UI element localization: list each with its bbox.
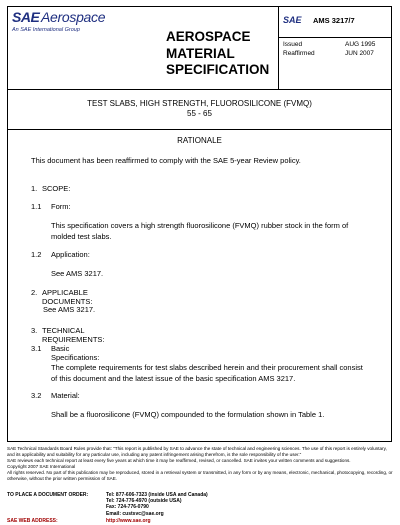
footer-rights-text: All rights reserved. No part of this publication may be reproduced, stored in a retrieval system or transmitted, in any form or by any means, electronic, mechanical, photocopying, recording, or otherwise, without the prior written permission of SAE. [7, 470, 393, 481]
spec-header [8, 7, 391, 90]
issued-row [279, 41, 392, 50]
rationale-heading: RATIONALE [177, 136, 222, 145]
sae-aerospace-logo [8, 7, 138, 89]
logo-sae-text: SAE [12, 9, 40, 25]
logo-subtitle: An SAE International Group [12, 27, 80, 33]
reaffirmed-label: Reaffirmed [283, 50, 315, 57]
web-address-link[interactable]: http://www.sae.org [106, 518, 151, 524]
section-label: Basic Specifications: [51, 344, 100, 362]
legal-footer [7, 446, 393, 524]
spec-title-cell [138, 7, 278, 89]
document-title [8, 89, 391, 130]
section-number: 1.1 [31, 202, 42, 211]
doc-number: AMS 3217/7 [313, 16, 355, 25]
section-number: 1.2 [31, 250, 42, 259]
section-label: Form: [51, 202, 71, 211]
document-title-line1: TEST SLABS, HIGH STRENGTH, FLUOROSILICONE (FVMQ) [87, 99, 312, 108]
spec-title: AEROSPACE MATERIAL SPECIFICATION [166, 29, 270, 77]
doc-info-cell [278, 7, 392, 89]
document-title-line2: 55 - 65 [187, 109, 212, 118]
logo-aerospace-text: Aerospace [41, 9, 106, 25]
reaffirmed-value: JUN 2007 [345, 50, 374, 57]
section-3-2-text: Shall be a fluorosilicone (FVMQ) compounded to the formulation shown in Table 1. [51, 410, 325, 419]
order-fax: Fax: 724-776-0790 [106, 504, 149, 511]
doc-number-row [279, 7, 392, 38]
issued-label: Issued [283, 41, 303, 48]
footer-review-text: SAE reviews each technical report at least every five years at which time it may be reaffirmed, revised, or cancelled. SAE invites your written comments and suggestions. [7, 458, 351, 463]
rationale-text: This document has been reaffirmed to comply with the SAE 5-year Review policy. [31, 156, 301, 165]
doc-dates [279, 41, 392, 59]
footer-rules-text: SAE Technical Standards Board Rules provide that: "This report is published by SAE to advance the state of technical and engineering sciences. The use of this report is entirely voluntary, and its applicability and suitability for any particular use, including any patent infringement arising therefrom, is the sole responsibility of the user." [7, 446, 387, 457]
section-number: 3. [31, 326, 38, 335]
order-tel-intl: Tel: 724-776-4970 (outside USA) [106, 498, 182, 505]
section-label: SCOPE: [42, 184, 71, 193]
section-number: 3.1 [31, 344, 42, 353]
section-1-1-text: This specification covers a high strength fluorosilicone (FVMQ) rubber stock in the form of molded test slabs. [51, 221, 349, 241]
section-3-1-text: The complete requirements for test slabs described herein and their procurement shall consist of this document and the latest issue of the basic specification AMS 3217. [51, 363, 363, 383]
section-number: 3.2 [31, 391, 42, 400]
section-label: Application: [51, 250, 90, 259]
section-1-2-text: See AMS 3217. [51, 269, 104, 278]
order-email[interactable]: Email: custsvc@sae.org [106, 510, 164, 517]
section-label: Material: [51, 391, 80, 400]
reaffirmed-row [279, 50, 392, 59]
document-frame [7, 6, 392, 442]
section-number: 1. [31, 184, 38, 193]
footer-copyright: Copyright 2007 SAE International [7, 464, 76, 469]
section-label: TECHNICAL REQUIREMENTS: [42, 326, 105, 344]
issued-value: AUG 1995 [345, 41, 376, 48]
web-address-label: SAE WEB ADDRESS: [7, 518, 58, 524]
order-label: TO PLACE A DOCUMENT ORDER: [7, 492, 89, 498]
section-label: APPLICABLE DOCUMENTS: [42, 288, 93, 306]
section-2-text: See AMS 3217. [43, 305, 96, 314]
order-tel-usa: Tel: 877-606-7323 (inside USA and Canada) [106, 492, 208, 498]
section-number: 2. [31, 288, 38, 297]
sae-mark-icon: SAE [283, 15, 302, 25]
